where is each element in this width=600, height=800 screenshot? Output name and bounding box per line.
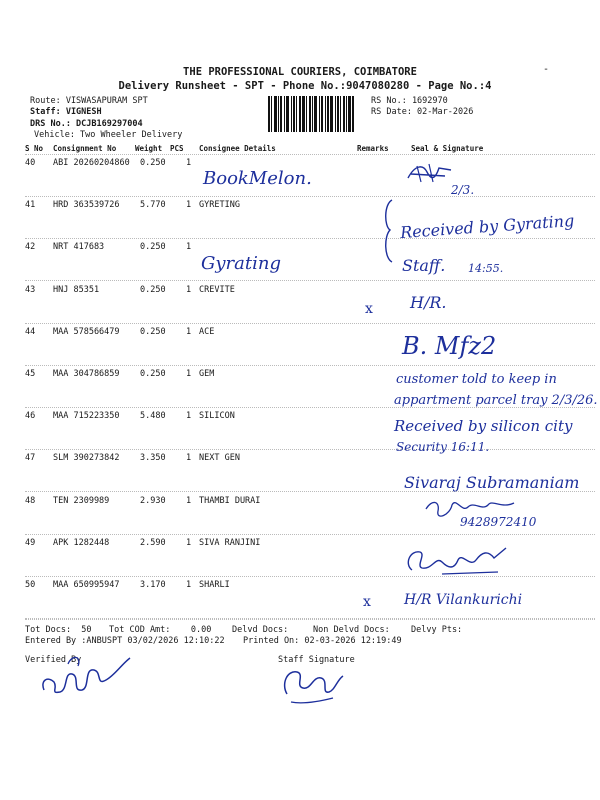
row-consignee: NEXT GEN [199,453,240,463]
rs-no-label: RS No.: 1692970 [371,96,448,106]
row-sno: 45 [25,369,36,379]
row-consignment: SLM 390273842 [53,453,120,463]
printed-on: Printed On: 02-03-2026 12:19:49 [243,636,402,646]
staff-signature-label: Staff Signature [278,655,355,665]
handwritten-signature-40 [405,160,455,186]
col-sno: S No [25,144,44,153]
row-separator [25,365,595,366]
delvd-docs: Delvd Docs: [232,625,289,635]
corner-mark: - [543,64,550,75]
hand-staff: Staff. [402,256,446,275]
col-consignment: Consignment No [53,144,117,153]
hand-hr-vilankurichi: H/R Vilankurichi [404,592,523,608]
hand-note-security: Security 16:11. [396,440,490,454]
staff-label: Staff: VIGNESH [30,107,102,117]
hand-phone-48: 9428972410 [460,515,537,529]
row-sno: 46 [25,411,36,421]
row-sno: 44 [25,327,36,337]
runsheet-title: Delivery Runsheet - SPT - Phone No.:9047080280 - Page No.:4 [118,80,492,92]
hand-name-sivaraj: Sivaraj Subramaniam [404,473,580,492]
hand-note-customer: customer told to keep in [396,372,557,387]
col-remarks: Remarks [357,144,389,153]
row-consignment: MAA 578566479 [53,327,120,337]
handwritten-signature-49 [402,542,512,578]
row-separator [25,449,595,450]
remark-x-43: x [365,301,373,317]
row-pcs: 1 [186,538,192,548]
col-seal-signature: Seal & Signature [411,144,484,153]
row-sno: 40 [25,158,36,168]
vehicle-label: Vehicle: Two Wheeler Delivery [34,130,183,140]
row-consignee: SIVA RANJINI [199,538,261,548]
col-consignee: Consignee Details [199,144,276,153]
hand-note-silicon: Received by silicon city [394,417,573,435]
row-sno: 42 [25,242,36,252]
barcode [268,96,364,132]
row-pcs: 1 [186,411,192,421]
col-weight: Weight [135,144,163,153]
row-consignment: NRT 417683 [53,242,105,252]
row-consignment: TEN 2309989 [53,496,110,506]
row-consignment: MAA 304786859 [53,369,120,379]
row-separator [25,238,595,239]
row-consignee: GEM [199,369,215,379]
row-weight: 2.590 [140,538,166,548]
col-pcs: PCS [170,144,184,153]
staff-signature [277,660,347,708]
row-weight: 0.250 [140,242,166,252]
row-consignee: CREVITE [199,285,235,295]
hand-time-1455: 14:55. [468,262,504,275]
row-consignment: MAA 650995947 [53,580,120,590]
row-pcs: 1 [186,453,192,463]
row-consignment: ABI 20260204860 [53,158,130,168]
row-sno: 49 [25,538,36,548]
drs-label: DRS No.: DCJB169297004 [30,119,143,129]
tot-docs: Tot Docs: 50 [25,625,92,635]
row-consignee: ACE [199,327,215,337]
row-separator [25,534,595,535]
row-sno: 43 [25,285,36,295]
row-consignee: GYRETING [199,200,240,210]
row-sno: 48 [25,496,36,506]
row-weight: 2.930 [140,496,166,506]
row-pcs: 1 [186,496,192,506]
row-weight: 0.250 [140,369,166,379]
hand-hr-43: H/R. [410,293,447,312]
hand-bookmelon: BookMelon. [203,168,312,189]
hand-signature-44: B. Mfz2 [402,332,497,360]
non-delvd-docs: Non Delvd Docs: [313,625,390,635]
row-weight: 0.250 [140,327,166,337]
row-consignment: APK 1282448 [53,538,110,548]
row-pcs: 1 [186,327,192,337]
row-consignment: HNJ 85351 [53,285,100,295]
hand-gyrating: Gyrating [201,253,281,274]
route-label: Route: VISWASAPURAM SPT [30,96,148,106]
row-weight: 3.170 [140,580,166,590]
row-consignee: SILICON [199,411,235,421]
row-separator [25,196,595,197]
footer-rule [25,619,595,620]
row-pcs: 1 [186,285,192,295]
row-weight: 3.350 [140,453,166,463]
row-pcs: 1 [186,580,192,590]
entered-by: Entered By :ANBUSPT 03/02/2026 12:10:22 [25,636,225,646]
row-sno: 47 [25,453,36,463]
rs-date-label: RS Date: 02-Mar-2026 [371,107,474,117]
row-consignment: MAA 715223350 [53,411,120,421]
row-separator [25,280,595,281]
hand-note-apartment: appartment parcel tray 2/3/26. [394,393,598,408]
row-sno: 50 [25,580,36,590]
row-pcs: 1 [186,369,192,379]
row-weight: 0.250 [140,158,166,168]
row-pcs: 1 [186,242,192,252]
row-weight: 5.480 [140,411,166,421]
delvy-pts: Delvy Pts: [411,625,463,635]
row-consignment: HRD 363539726 [53,200,120,210]
row-pcs: 1 [186,158,192,168]
row-consignee: SHARLI [199,580,230,590]
hand-date-40: 2/3. [451,183,475,197]
bracket-mark [380,196,398,266]
row-sno: 41 [25,200,36,210]
row-consignee: THAMBI DURAI [199,496,261,506]
row-separator [25,323,595,324]
company-title: THE PROFESSIONAL COURIERS, COIMBATORE [183,66,417,78]
row-pcs: 1 [186,200,192,210]
verified-signature [38,650,138,700]
remark-x-50: x [363,594,371,610]
row-weight: 0.250 [140,285,166,295]
tot-cod: Tot COD Amt: 0.00 [109,625,212,635]
hand-received-gyrating: Received by Gyrating [399,210,575,243]
verified-by-label: Verified By [25,655,82,665]
row-weight: 5.770 [140,200,166,210]
header-rule [25,154,595,155]
